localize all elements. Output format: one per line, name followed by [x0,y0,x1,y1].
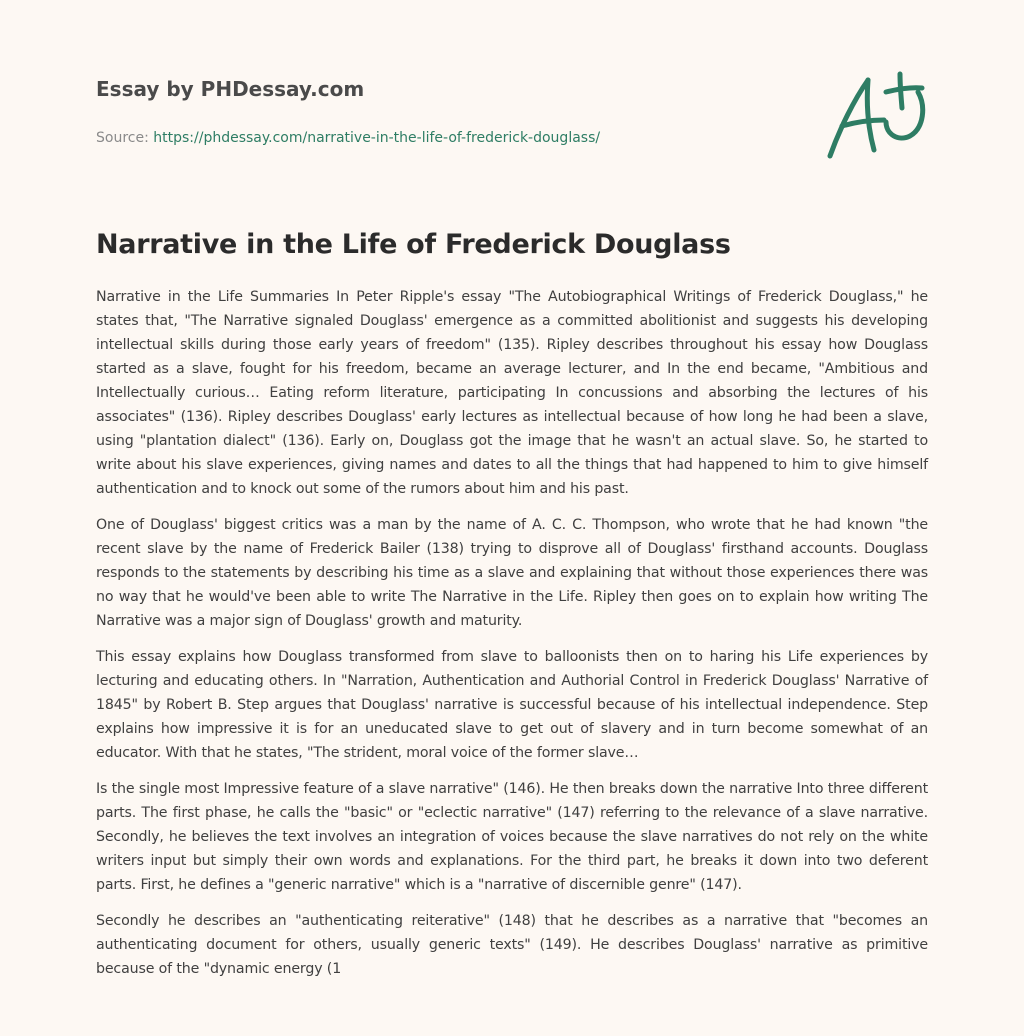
essay-paragraph: Narrative in the Life Summaries In Peter Ripple's essay "The Autobiographical Writings of Frederick Douglass," he states that, "The Narrative signaled Douglass' emergence as a committed abolitionist and suggests his developing intellectual skills during those early years of freedom" (135). Ripley describes throughout his essay how Douglass started as a slave, fought for his freedom, became an average lecturer, and In the end became, "Ambitious and Intellectually curious… Eating reform literature, participating In concussions and absorbing the lectures of his associates" (136). Ripley describes Douglass' early lectures as intellectual because of how long he had been a slave, using "plantation dialect" (136). Early on, Douglass got the image that he wasn't an actual slave. So, he started to write about his slave experiences, giving names and dates to all the things that had happened to him to give himself authentication and to knock out some of the rumors about him and his past. [96,289,928,497]
essay-paragraph: Is the single most Impressive feature of a slave narrative" (146). He then breaks down the narrative Into three different parts. The first phase, he calls the "basic" or "eclectic narrative" (147) referring to the relevance of a slave narrative. Secondly, he believes the text involves an integration of voices because the slave narratives do not rely on the white writers input but simply their own words and explanations. For the third part, he breaks it down into two deferent parts. First, he defines a "generic narrative" which is a "narrative of discernible genre" (147). [96,781,928,893]
essay-paragraph: Secondly he describes an "authenticating reiterative" (148) that he describes as a narrative that "becomes an authenticating document for others, usually generic texts" (149). He describes Douglass' narrative as primitive because of the "dynamic energy (1 [96,913,928,977]
a-plus-grade-icon [822,66,932,166]
source-label: Source: [96,130,154,146]
essay-title: Narrative in the Life of Frederick Douglass [96,229,731,260]
essay-body [96,285,928,993]
page-header [96,74,796,148]
source-line [96,128,796,148]
site-title: Essay by PHDessay.com [96,77,365,101]
essay-paragraph: One of Douglass' biggest critics was a man by the name of A. C. C. Thompson, who wrote that he had known "the recent slave by the name of Frederick Bailer (138) trying to disprove all of Douglass' firsthand accounts. Douglass responds to the statements by describing his time as a slave and explaining that without those experiences there was no way that he would've been able to write The Narrative in the Life. Ripley then goes on to explain how writing The Narrative was a major sign of Douglass' growth and maturity. [96,517,928,629]
essay-paragraph: This essay explains how Douglass transformed from slave to balloonists then on to haring his Life experiences by lecturing and educating others. In "Narration, Authentication and Authorial Control in Frederick Douglass' Narrative of 1845" by Robert B. Step argues that Douglass' narrative is successful because of his intellectual independence. Step explains how impressive it is for an uneducated slave to get out of slavery and in turn become somewhat of an educator. With that he states, "The strident, moral voice of the former slave… [96,649,928,761]
source-link[interactable]: https://phdessay.com/narrative-in-the-life-of-frederick-douglass/ [153,130,601,146]
